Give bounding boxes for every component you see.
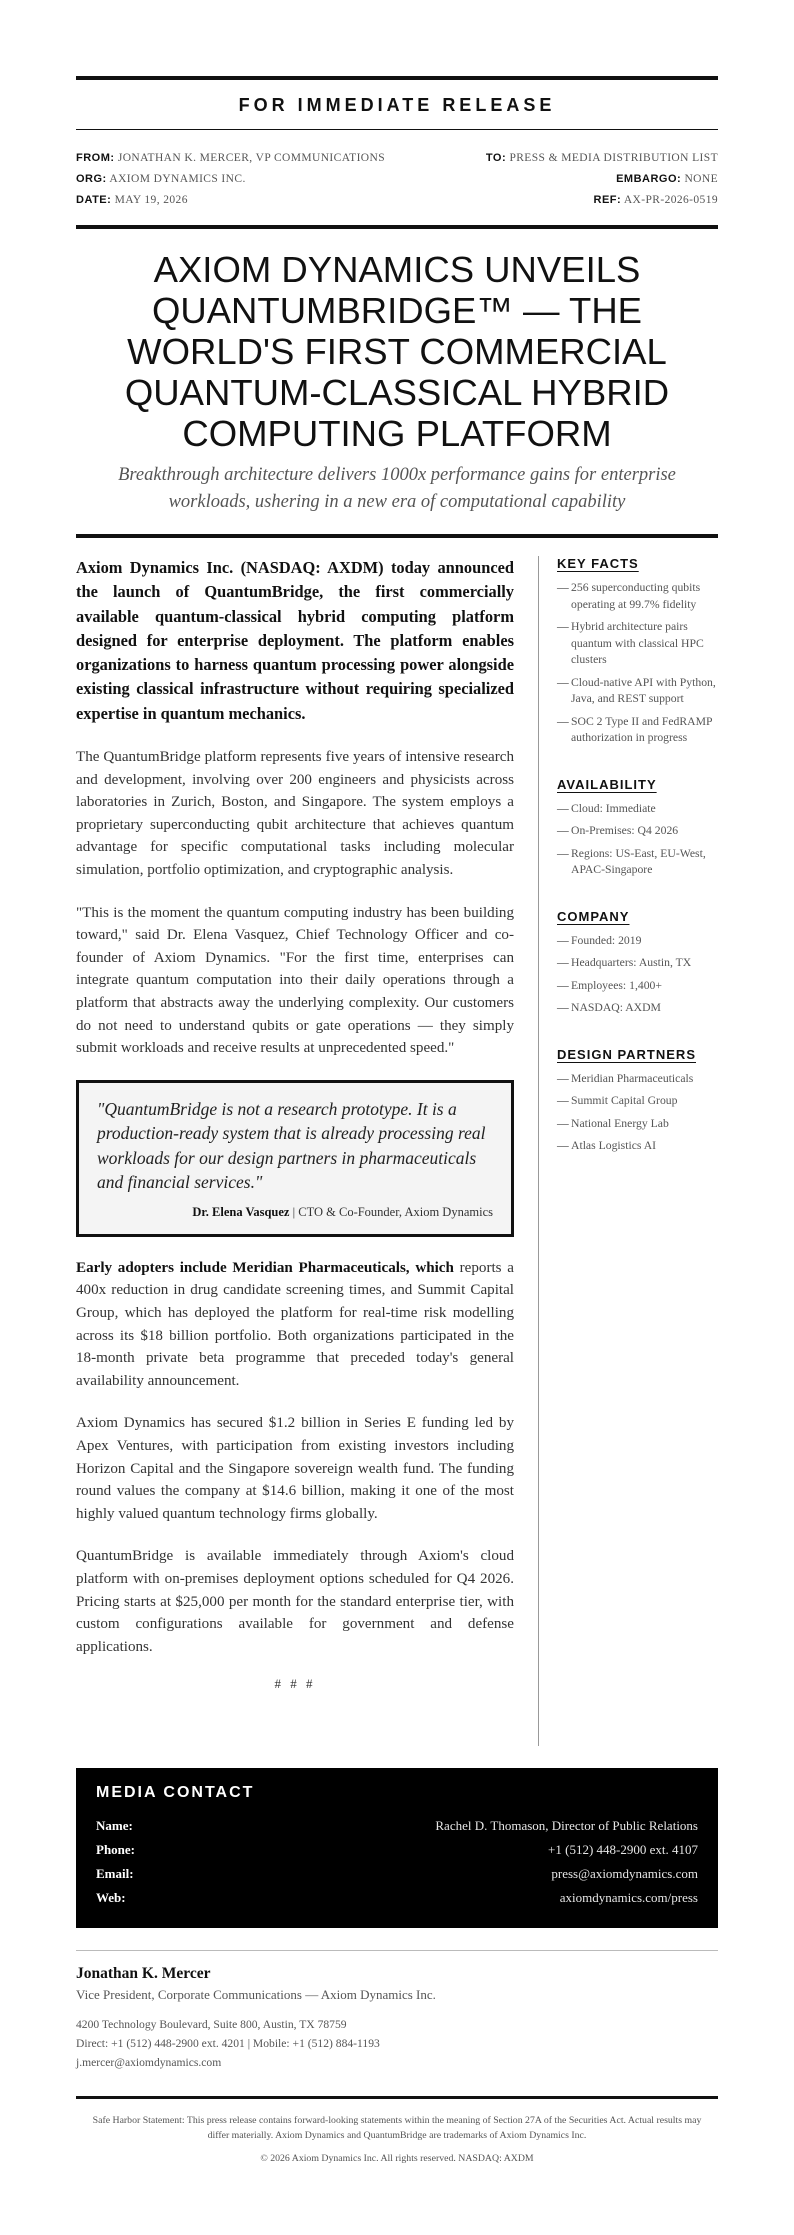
safe-harbor-statement: Safe Harbor Statement: This press release contains forward-looking statements within the meaning of Section 27A of the Securities Act. Actual results may differ materially. Axiom Dynamics and QuantumBridge are trademarks of Axiom Dynamics Inc. (92, 2115, 702, 2141)
embargo-value: NONE (684, 173, 718, 185)
ref-value: AX-PR-2026-0519 (623, 194, 718, 206)
early-adopters-emphasis: Early adopters include Meridian Pharmaceuticals, which (76, 1259, 454, 1276)
from-label: FROM: (76, 152, 115, 164)
contact-email-link[interactable]: press@axiomdynamics.com (551, 1866, 698, 1881)
to-value: PRESS & MEDIA DISTRIBUTION LIST (509, 152, 718, 164)
media-contact-heading: MEDIA CONTACT (96, 1784, 255, 1801)
paragraph-research: The QuantumBridge platform represents five years of intensive research and development, involving over 200 engineers and physicists across laboratories in Zurich, Boston, and Singapore. The system employs a proprietary superconducting qubit architecture that achieves quantum advantage for specific computational tasks including molecular simulation, portfolio optimization, and cryptographic analysis. (76, 749, 514, 879)
signatory-name: Jonathan K. Mercer (76, 1965, 211, 1982)
design-partners-block (557, 1047, 718, 1155)
ref-label: REF: (593, 194, 622, 206)
signatory-title: Vice President, Corporate Communications — Axiom Dynamics Inc. (76, 1987, 436, 2002)
signatory-address: 4200 Technology Boulevard, Suite 800, Austin, TX 78759 (76, 2018, 347, 2031)
date-value: MAY 19, 2026 (114, 194, 188, 206)
availability-item: — Regions: US-East, EU-West, APAC-Singapore (557, 846, 718, 879)
contact-phone-label: Phone: (96, 1842, 135, 1857)
org-value: AXIOM DYNAMICS INC. (109, 173, 246, 185)
paragraph-availability: QuantumBridge is available immediately through Axiom's cloud platform with on-premises deployment options scheduled for Q4 2026. Pricing starts at $25,000 per month for the standard enterprise tier, with custom configurations available for government and defense applications. (76, 1548, 514, 1655)
quote-author: Dr. Elena Vasquez (192, 1204, 290, 1219)
copyright-line: © 2026 Axiom Dynamics Inc. All rights reserved. NASDAQ: AXDM (260, 2153, 534, 2164)
signatory-phones: Direct: +1 (512) 448-2900 ext. 4201 | Mobile: +1 (512) 884-1193 (76, 2037, 380, 2050)
key-facts-block (557, 556, 718, 747)
paragraph-early-adopters (76, 1257, 514, 1393)
availability-heading: AVAILABILITY (557, 776, 657, 792)
availability-block (557, 777, 718, 879)
early-adopters-text: reports a 400x reduction in drug candidate screening times, and Summit Capital Group, which has deployed the platform for real-time risk modelling across its $18 billion portfolio. Both organizations participated in the 18-month private beta programme that preceded today's general availability announcement. (76, 1259, 514, 1389)
main-column (76, 556, 514, 1746)
meta-block (76, 130, 718, 225)
key-fact-item: — SOC 2 Type II and FedRAMP authorization in progress (557, 714, 718, 747)
pull-quote-attribution (97, 1205, 493, 1220)
meta-right (486, 148, 718, 211)
contact-web-link[interactable]: axiomdynamics.com/press (559, 1890, 698, 1905)
key-fact-item: — 256 superconducting qubits operating at 99.7% fidelity (557, 580, 718, 613)
company-item: — Employees: 1,400+ (557, 978, 718, 995)
partner-item: — Atlas Logistics AI (557, 1138, 718, 1155)
contact-email-row (96, 1862, 698, 1886)
end-mark: # # # (274, 1676, 316, 1692)
key-facts-heading: KEY FACTS (557, 556, 639, 571)
contact-email-label: Email: (96, 1866, 134, 1881)
design-partners-heading: DESIGN PARTNERS (557, 1046, 696, 1062)
lead-paragraph: Axiom Dynamics Inc. (NASDAQ: AXDM) today announced the launch of QuantumBridge, the first commercially available quantum-classical hybrid computing platform designed for enterprise deployment. The platform enables organizations to harness quantum processing power alongside existing classical infrastructure without requiring specialized expertise in quantum mechanics. (76, 558, 514, 723)
contact-name-row (96, 1814, 698, 1838)
document-body (76, 0, 718, 2164)
company-block (557, 909, 718, 1017)
partner-item: — Meridian Pharmaceuticals (557, 1071, 718, 1088)
availability-item: — Cloud: Immediate (557, 801, 718, 818)
contact-web-row (96, 1886, 698, 1910)
company-item: — Headquarters: Austin, TX (557, 955, 718, 972)
pull-quote-text: "QuantumBridge is not a research prototype. It is a production-ready system that is already processing real workloads for our design partners in pharmaceuticals and financial services." (97, 1098, 486, 1193)
company-item: — NASDAQ: AXDM (557, 1000, 718, 1017)
pull-quote (76, 1080, 514, 1237)
release-banner: FOR IMMEDIATE RELEASE (238, 95, 556, 115)
signature-block (76, 1950, 718, 2072)
paragraph-funding: Axiom Dynamics has secured $1.2 billion in Series E funding led by Apex Ventures, with participation from existing investors including Horizon Capital and the Singapore sovereign wealth fund. The funding round values the company at $14.6 billion, making it one of the most highly valued quantum technology firms globally. (76, 1415, 514, 1522)
contact-web-label: Web: (96, 1890, 126, 1905)
from-value: JONATHAN K. MERCER, VP COMMUNICATIONS (117, 152, 386, 164)
contact-name-value: Rachel D. Thomason, Director of Public Relations (435, 1818, 698, 1833)
sidebar (557, 556, 718, 1746)
key-fact-item: — Hybrid architecture pairs quantum with classical HPC clusters (557, 619, 718, 669)
company-heading: COMPANY (557, 908, 630, 924)
org-label: ORG: (76, 173, 107, 185)
content-columns (76, 538, 718, 1746)
company-item: — Founded: 2019 (557, 933, 718, 950)
to-label: TO: (485, 152, 507, 164)
meta-left (76, 148, 385, 211)
footer (76, 2096, 718, 2164)
headline: AXIOM DYNAMICS UNVEILS QUANTUMBRIDGE™ — THE WORLD'S FIRST COMMERCIAL QUANTUM-CLASSICAL HYBRID COMPUTING PLATFORM (124, 249, 670, 454)
signatory-address-block (76, 2015, 718, 2072)
key-fact-item: — Cloud-native API with Python, Java, and REST support (557, 675, 718, 708)
quote-role: | CTO & Co-Founder, Axiom Dynamics (289, 1204, 493, 1219)
column-divider (538, 556, 539, 1746)
partner-item: — National Energy Lab (557, 1116, 718, 1133)
media-contact-box (76, 1768, 718, 1928)
contact-name-label: Name: (96, 1818, 133, 1833)
date-label: DATE: (76, 194, 112, 206)
partner-item: — Summit Capital Group (557, 1093, 718, 1110)
subheadline: Breakthrough architecture delivers 1000x performance gains for enterprise workloads, ushering in a new era of computational capability (118, 465, 676, 512)
availability-item: — On-Premises: Q4 2026 (557, 823, 718, 840)
contact-phone-row (96, 1838, 698, 1862)
signatory-email[interactable]: j.mercer@axiomdynamics.com (76, 2056, 222, 2069)
embargo-label: EMBARGO: (616, 173, 682, 185)
paragraph-cto-quote: "This is the moment the quantum computing industry has been building toward," said Dr. Elena Vasquez, Chief Technology Officer and co-founder of Axiom Dynamics. "For the first time, enterprises can integrate quantum computation into their daily operations through a platform that abstracts away the underlying complexity. Our customers do not need to understand qubits or gate operations — they simply submit workloads and receive results at unprecedented speed." (76, 904, 514, 1057)
contact-phone-value: +1 (512) 448-2900 ext. 4107 (548, 1842, 698, 1857)
